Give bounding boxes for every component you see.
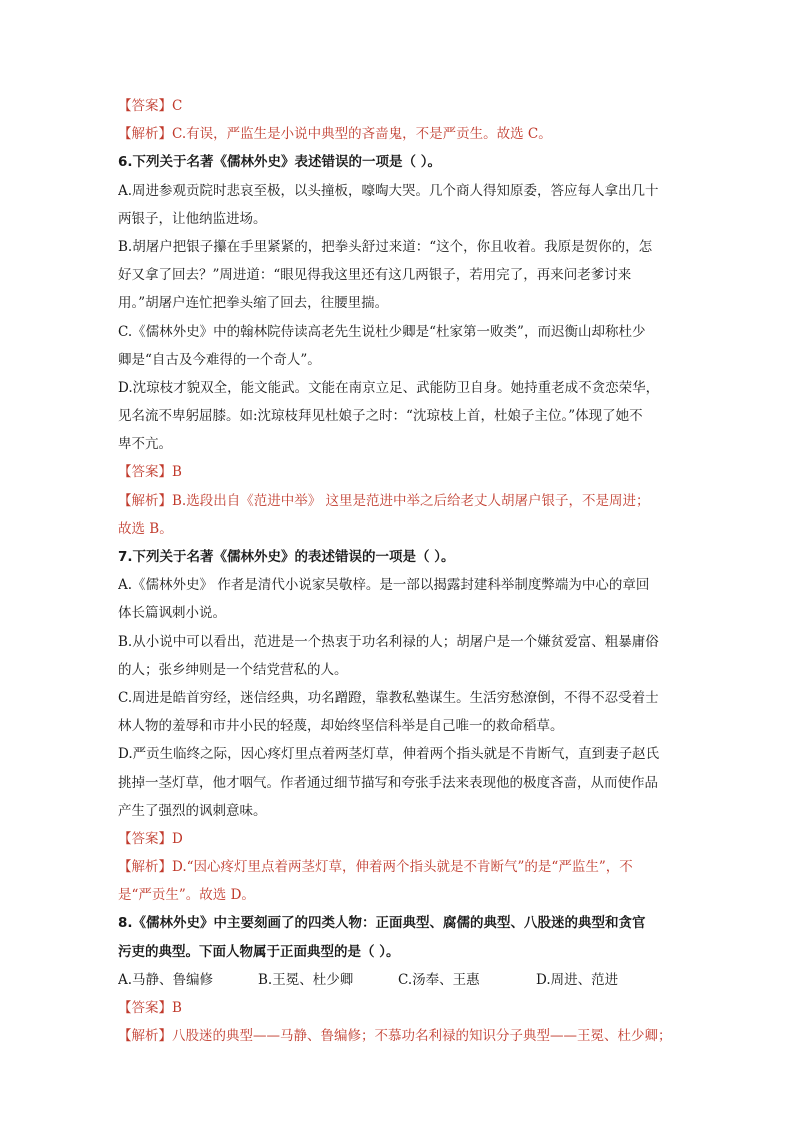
analysis-tag: 【解析】 [118, 492, 172, 509]
option-line: C.周进是皓首穷经，迷信经典，功名蹭蹬，靠教私塾谋生。生活穷愁潦倒，不得不忍受着士 [118, 689, 659, 706]
analysis-tag: 【解析】 [118, 859, 172, 876]
option-b: B.王冕、杜少卿 [258, 971, 354, 988]
option-line: 用。”胡屠户连忙把拳头缩了回去，往腰里揣。 [118, 295, 389, 312]
answer-value: D [172, 830, 183, 847]
option-line: 林人物的羞辱和市井小民的轻蔑，却始终坚信科举是自己唯一的救命稻草。 [118, 718, 564, 735]
analysis-line [118, 487, 678, 515]
option-a: A.马静、鲁编修 [118, 971, 214, 988]
option-line: A.《儒林外史》 作者是清代小说家吴敬梓。是一部以揭露封建科举制度弊端为中心的章回 [118, 577, 650, 594]
option-line: 挑掉一茎灯草，他才咽气。作者通过细节描写和夸张手法来表现他的极度吝啬，从而使作品 [118, 774, 658, 791]
options-row [118, 966, 678, 994]
question-content [118, 92, 678, 1050]
option-line: 卿是“自古及今难得的一个奇人”。 [118, 351, 321, 368]
analysis-tag: 【解析】 [118, 1028, 172, 1045]
option-line: B.从小说中可以看出，范进是一个热衷于功名利禄的人；胡屠户是一个嫌贫爱富、粗暴庸俗 [118, 633, 659, 650]
option-line: 体长篇讽刺小说。 [118, 605, 226, 622]
answer-line [118, 92, 678, 120]
option-line: D.沈琼枝才貌双全，能文能武。文能在南京立足、武能防卫自身。她持重老成不贪恋荣华， [118, 379, 660, 396]
answer-tag: 【答案】 [118, 1000, 172, 1016]
answer-line [118, 458, 678, 486]
option-line: D.严贡生临终之际，因心疼灯里点着两茎灯草，伸着两个指头就是不肯断气，直到妻子赵氏 [118, 746, 660, 763]
question-stem: 污吏的典型。下面人物属于正面典型的是（ ）。 [118, 943, 400, 960]
analysis-text: C.有误，严监生是小说中典型的吝啬鬼，不是严贡生。故选 C。 [172, 126, 552, 143]
option-line: A.周进参观贡院时悲哀至极，以头撞板，嚎啕大哭。几个商人得知原委，答应每人拿出几十 [118, 182, 659, 199]
answer-line [118, 994, 678, 1022]
analysis-text: B.选段出自《范进中举》 这里是范进中举之后给老丈人胡屠户银子，不是周进； [172, 492, 650, 509]
option-line: 产生了强烈的讽刺意味。 [118, 802, 267, 819]
option-line: 两银子，让他纳监进场。 [118, 210, 267, 227]
option-line: 见名流不卑躬屈膝。如:沈琼枝拜见杜娘子之时：“沈琼枝上首，杜娘子主位。”体现了她不 [118, 408, 643, 425]
analysis-text: 八股迷的典型——马静、鲁编修；不慕功名利禄的知识分子典型——王冕、杜少卿； [172, 1028, 672, 1045]
answer-tag: 【答案】 [118, 464, 172, 481]
option-c: C.汤奉、王惠 [398, 971, 480, 988]
analysis-tag: 【解析】 [118, 126, 172, 143]
option-d: D.周进、范进 [536, 971, 619, 988]
answer-tag: 【答案】 [118, 830, 172, 847]
question-stem: 8.《儒林外史》中主要刻画了的四类人物：正面典型、腐儒的典型、八股迷的典型和贪官 [118, 915, 646, 932]
answer-line [118, 825, 678, 853]
answer-value: C [172, 98, 183, 114]
option-line: 的人；张乡绅则是一个结党营私的人。 [118, 661, 348, 678]
analysis-text: D.“因心疼灯里点着两茎灯草，伸着两个指头就是不肯断气”的是“严监生”，不 [172, 859, 633, 876]
analysis-text: 是“严贡生”。故选 D。 [118, 887, 255, 904]
question-stem: 7.下列关于名著《儒林外史》的表述错误的一项是（ ）。 [118, 549, 455, 565]
answer-value: B [172, 464, 182, 481]
option-line: 卑不亢。 [118, 436, 172, 453]
analysis-line [118, 1022, 678, 1050]
answer-tag: 【答案】 [118, 98, 172, 114]
analysis-text: 故选 B。 [118, 520, 173, 537]
analysis-line [118, 853, 678, 881]
option-line: 好又拿了回去？”周进道：“眼见得我这里还有这几两银子，若用完了，再来问老爹讨来 [118, 267, 632, 284]
analysis-line [118, 120, 678, 148]
question-stem: 6.下列关于名著《儒林外史》表述错误的一项是（ ）。 [118, 154, 441, 171]
option-line: C.《儒林外史》中的翰林院侍读高老先生说杜少卿是“杜家第一败类”，而迟衡山却称杜少 [118, 323, 646, 340]
answer-value: B [172, 1000, 182, 1016]
option-line: B.胡屠户把银子攥在手里紧紧的，把拳头舒过来道：“这个，你且收着。我原是贺你的，怎 [118, 238, 653, 255]
